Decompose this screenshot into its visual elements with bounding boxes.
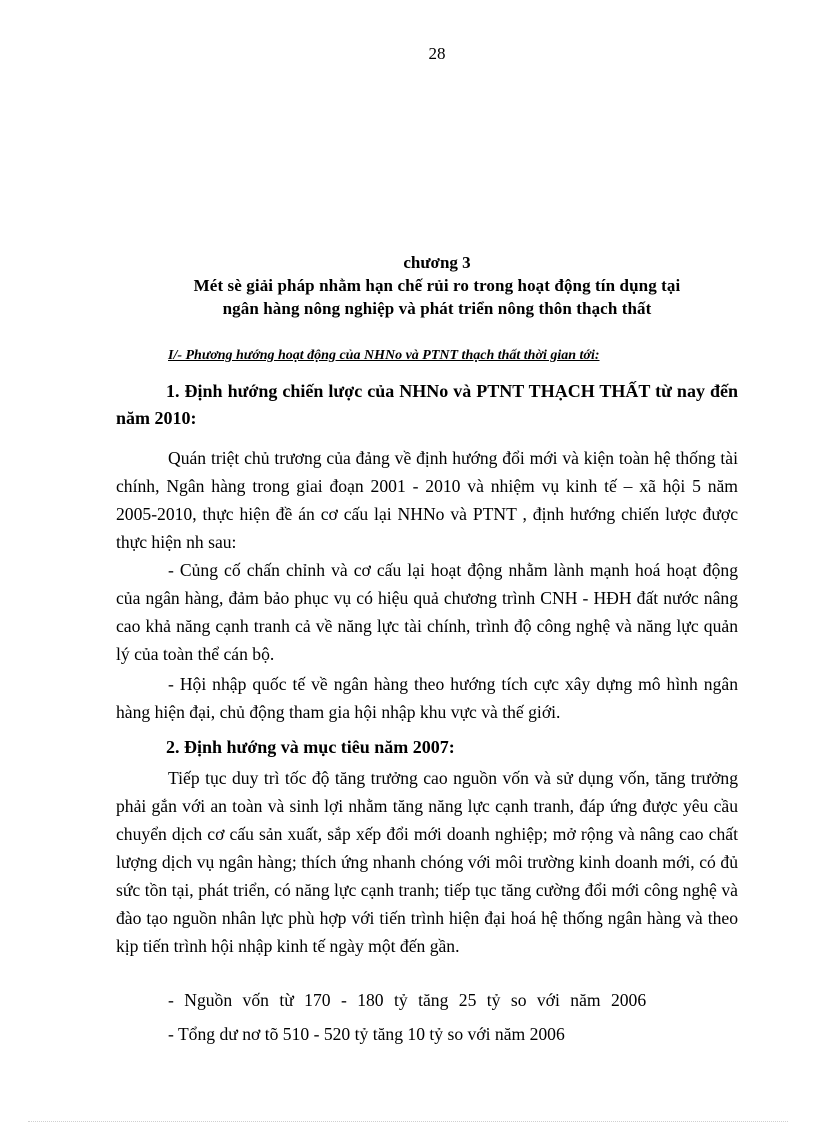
bullet-capital-source: - Nguồn vốn từ 170 - 180 tỷ tăng 25 tỷ so với năm 2006: [168, 990, 647, 1010]
paragraph-goals: Tiếp tục duy trì tốc độ tăng trưởng cao nguồn vốn và sử dụng vốn, tăng trưởng phải gắn với an toàn và sinh lợi nhằm tăng năng lực cạnh tranh, đáp ứng được yêu cầu chuyển dịch cơ cấu sản xuất, sắp xếp đổi mới doanh nghiệp; mở rộng và nâng cao chất lượng dịch vụ ngân hàng; thích ứng nhanh chóng với môi trường kinh doanh mới, có đủ sức tồn tại, phát triển, có năng lực cạnh tranh; tiếp tục tăng cường đổi mới công nghệ và đào tạo nguồn nhân lực phù hợp với tiến trình hiện đại hoá hệ thống ngân hàng và theo kịp tiến trình hội nhập kinh tế ngày một đến gần.: [116, 768, 738, 956]
heading-strategy: 1. Định hướng chiến lược của NHNo và PTNT THẠCH THẤT từ nay đến năm 2010:: [116, 381, 738, 428]
paragraph-strategy-intro: Quán triệt chủ trương của đảng về định hướng đổi mới và kiện toàn hệ thống tài chính, Ngân hàng trong giai đoạn 2001 - 2010 và nhiệm vụ kinh tế – xã hội 5 năm 2005-2010, thực hiện đề án cơ cấu lại NHNo và PTNT , định hướng chiến lược được thực hiện nh sau:: [116, 448, 738, 552]
paragraph-consolidation: - Củng cố chấn chỉnh và cơ cấu lại hoạt động nhằm lành mạnh hoá hoạt động của ngân hàng, đảm bảo phục vụ có hiệu quả chương trình CNH - HĐH đất nước nâng cao khả năng cạnh tranh cả về năng lực tài chính, trình độ công nghệ và năng lực quản lý của toàn thể cán bộ.: [116, 560, 738, 664]
page-number: 28: [428, 44, 446, 63]
bullet-total-debt: - Tổng dư nơ tõ 510 - 520 tỷ tăng 10 tỷ so với năm 2006: [168, 1024, 565, 1044]
chapter-subtitle-line-2: ngân hàng nông nghiệp và phát triển nông thôn thạch thất: [222, 299, 652, 318]
chapter-subtitle-line-1: Mét sè giải pháp nhằm hạn chế rủi ro trong hoạt động tín dụng tại: [193, 276, 681, 295]
heading-goals-2007: 2. Định hướng và mục tiêu năm 2007:: [166, 737, 455, 757]
paragraph-integration: - Hội nhập quốc tế về ngân hàng theo hướng tích cực xây dựng mô hình ngân hàng hiện đại, chủ động tham gia hội nhập khu vực và thế giới.: [116, 674, 738, 722]
section-heading: I/- Phương hướng hoạt động của NHNo và PTNT thạch thất thời gian tới:: [168, 348, 600, 363]
footer-divider: [28, 1121, 788, 1122]
chapter-header: [0, 252, 816, 320]
chapter-title: chương 3: [403, 253, 471, 272]
